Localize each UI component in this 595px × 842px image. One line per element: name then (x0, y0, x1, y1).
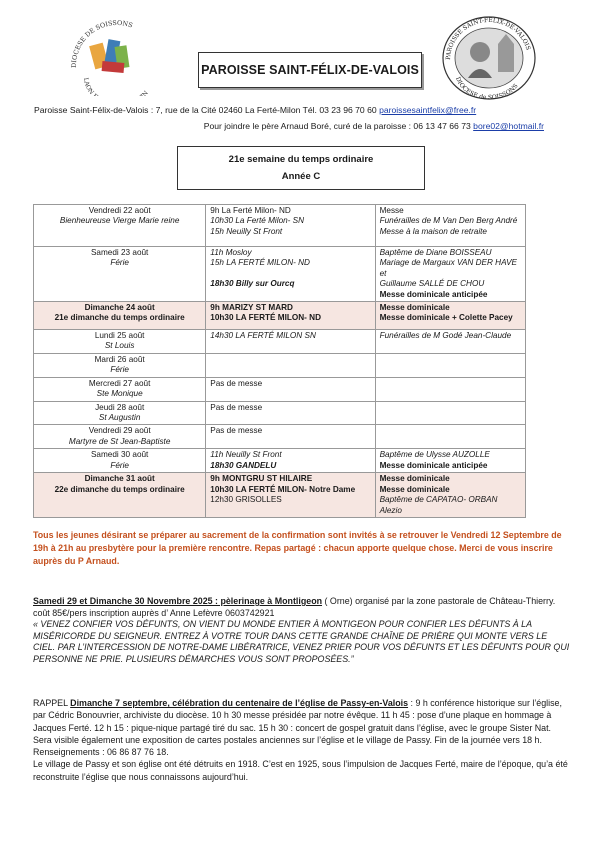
day-label: Vendredi 22 août (88, 206, 151, 215)
day-cell (34, 354, 206, 378)
time-place: Pas de messe (210, 402, 263, 412)
feast-label: Ste Monique (96, 389, 143, 399)
event-text: Messe dominicale (379, 474, 450, 484)
time-place: 9h MARIZY ST MARD (210, 303, 293, 313)
time-place: Pas de messe (210, 378, 263, 388)
contact-text: Pour joindre le père Arnaud Boré, curé de la paroisse : 06 13 47 66 73 (203, 121, 474, 131)
schedule-row (34, 377, 526, 401)
event-cell (375, 247, 525, 302)
event-text: Funérailles de M Van Den Berg André (379, 216, 518, 226)
feast-label: Férie (110, 460, 129, 470)
event-text: Funérailles de M Godé Jean-Claude (379, 331, 512, 341)
day-cell (34, 330, 206, 354)
diocese-logo (62, 16, 170, 96)
event-cell (375, 377, 525, 401)
event-text: Baptême de Ulysse AUZOLLE (379, 450, 490, 460)
pilgrimage-quote: « VENEZ CONFIER VOS DÉFUNTS, ON VIENT DU MONDE ENTIER À MONTIGEON POUR CONFIER LES DÉFUNTS À LA MISÉRICORDE DU SEIGNEUR. ENTREZ À VOTRE TOUR DANS CETTE GRANDE CHAÎNE DE PRIÈRE QUI MONTE VERS LE CIEL. PAR L’INTERCESSION DE NOTRE-DAME LIBÉRATRICE, VENEZ PRIER POUR VOS DÉFUNTS ET LES DÉFUNTS POUR QUI PERSONNE NE PRIE. PLUSIEURS DÉMARCHES VOUS SONT PROPOSÉES.” (33, 619, 570, 664)
day-cell (34, 302, 206, 330)
event-cell (375, 401, 525, 425)
confirmation-notice: Tous les jeunes désirant se préparer au sacrement de la confirmation sont invités à se retrouver le Vendredi 12 Septembre de 19h à 21h au presbytère pour la première rencontre. Repas partagé : chacun apporte quelque chose. Merci de vous inscrire auprès du P Arnaud. (33, 530, 562, 566)
day-cell (34, 205, 206, 247)
time-place: 10h30 La Ferté Milon- SN (210, 216, 305, 226)
time-place-cell (206, 425, 375, 449)
diocese-logo-top-text: DIOCESE DE SOISSONS (69, 18, 134, 69)
day-cell (34, 401, 206, 425)
schedule-row (34, 473, 526, 518)
week-year: Année C (281, 171, 321, 182)
event-cell (375, 205, 525, 247)
feast-label: St Louis (104, 341, 135, 351)
time-place: 15h Neuilly St Front (210, 226, 283, 236)
schedule-row (34, 302, 526, 330)
time-place-cell (206, 330, 375, 354)
day-label: Samedi 30 août (90, 450, 149, 460)
feast-label: St Augustin (98, 413, 141, 423)
contact-line (34, 121, 544, 131)
event-cell (375, 354, 525, 378)
event-text: Guillaume SALLÉ DE CHOU (379, 279, 485, 289)
feast-label: Bienheureuse Vierge Marie reine (59, 216, 180, 226)
time-place-cell (206, 377, 375, 401)
day-cell (34, 425, 206, 449)
event-cell (375, 330, 525, 354)
feast-label: Férie (110, 365, 129, 375)
time-place: 11h Neuilly St Front (210, 450, 282, 460)
centenary-prefix: RAPPEL (33, 698, 71, 708)
time-place: 10h30 LA FERTÉ MILON- Notre Dame (210, 484, 356, 494)
day-label: Samedi 23 août (90, 248, 149, 257)
centenary-heading: Dimanche 7 septembre, célébration du centenaire de l’église de Passy-en-Valois (70, 698, 409, 708)
day-cell (34, 247, 206, 302)
schedule-table (33, 204, 526, 518)
time-place: Pas de messe (210, 426, 263, 436)
centenary-section (33, 697, 571, 783)
schedule-row (34, 247, 526, 302)
pilgrimage-heading: Samedi 29 et Dimanche 30 Novembre 2025 : pèlerinage à Montligeon (33, 596, 323, 606)
time-place-cell (206, 449, 375, 473)
day-label: Mercredi 27 août (88, 378, 151, 388)
schedule-row (34, 354, 526, 378)
event-text: Messe à la maison de retraite (379, 226, 487, 236)
event-text: Messe (379, 206, 404, 215)
time-place-cell (206, 247, 375, 302)
diocese-logo-bottom-text: LAON N (81, 77, 150, 96)
schedule-row (34, 205, 526, 247)
day-label: Vendredi 29 août (88, 426, 151, 436)
time-place: 9h La Ferté Milon- ND (210, 206, 291, 215)
event-cell (375, 449, 525, 473)
day-label: Lundi 25 août (94, 331, 145, 341)
schedule-row (34, 449, 526, 473)
week-box (177, 146, 425, 190)
event-text: Messe dominicale (379, 303, 450, 313)
time-place: 9h MONTGRU ST HILAIRE (210, 474, 313, 484)
address-text: Paroisse Saint-Félix-de-Valois : 7, rue de la Cité 02460 La Ferté-Milon Tél. 03 23 96 70 60 (34, 105, 380, 115)
schedule-row (34, 401, 526, 425)
time-place: 14h30 LA FERTÉ MILON SN (210, 331, 316, 341)
event-text: Messe dominicale anticipée (379, 460, 488, 470)
parish-title-text: PAROISSE SAINT-FÉLIX-DE-VALOIS (201, 63, 419, 77)
day-label: Mardi 26 août (94, 355, 145, 365)
day-label: Dimanche 31 août (84, 474, 155, 484)
day-cell (34, 377, 206, 401)
feast-label: 22e dimanche du temps ordinaire (54, 484, 185, 494)
event-text: Messe dominicale anticipée (379, 289, 488, 299)
day-cell (34, 473, 206, 518)
time-place: 18h30 GANDELU (210, 460, 277, 470)
week-title: 21e semaine du temps ordinaire (228, 154, 374, 165)
parish-title (198, 52, 422, 88)
parish-seal-top-text: PAROISSE SAINT-FELIX-DE-VALOIS (444, 16, 532, 61)
priest-email-link[interactable]: bore02@hotmail.fr (473, 121, 544, 131)
pilgrimage-section (33, 596, 571, 665)
centenary-body: : 9 h conférence historique sur l’église, par Cédric Bonouvrier, archiviste du diocèse. 10 h 30 messe présidée par notre évêque. 11 h 45 : pose d’une plaque en hommage à Jacques Ferté. 12 h 15 : pique-nique partagé tiré du sac. 15 h 30 : concert de gospel gratuit dans l’église, avec le groupe Sister Nat. Sera visible également une exposition de cartes postales anciennes sur l’église et le village de Passy. Fin de la journée vers 18 h. Renseignements : 06 86 87 76 18. (33, 698, 562, 758)
event-cell (375, 302, 525, 330)
time-place: 15h LA FERTÉ MILON- ND (210, 258, 310, 268)
event-text: Baptême de CAPATAO- ORBAN Alezio (379, 495, 498, 515)
parish-email-link[interactable]: paroissesaintfelix@free.fr (379, 105, 477, 115)
address-line (34, 105, 574, 115)
time-place-cell (206, 302, 375, 330)
feast-label: Martyre de St Jean-Baptiste (68, 436, 171, 446)
event-text: Messe dominicale + Colette Pacey (379, 313, 513, 323)
centenary-history: Le village de Passy et son église ont été détruits en 1918. C’est en 1925, sous l’impulsion de Jacques Ferté, maire de l’époque, qu’a été reconstruite l’église que nous connaissons aujourd’hui. (33, 759, 568, 782)
time-place-cell (206, 205, 375, 247)
time-place: 10h30 LA FERTÉ MILON- ND (210, 313, 321, 323)
event-cell (375, 473, 525, 518)
time-place (210, 269, 370, 279)
event-text: Mariage de Margaux VAN DER HAVE et (379, 258, 518, 278)
day-cell (34, 449, 206, 473)
time-place: 11h Mosloy (210, 248, 252, 257)
parish-seal (440, 14, 538, 100)
day-label: Jeudi 28 août (95, 402, 145, 412)
parish-seal-bottom-text: DIOCESE de SOISSONS (454, 76, 520, 100)
feast-label: 21e dimanche du temps ordinaire (54, 313, 185, 323)
event-text: Baptême de Diane BOISSEAU (379, 248, 492, 257)
day-label: Dimanche 24 août (84, 303, 155, 313)
time-place-cell (206, 354, 375, 378)
time-place: 12h30 GRISOLLES (210, 495, 282, 505)
event-cell (375, 425, 525, 449)
event-text: Messe dominicale (379, 484, 450, 494)
pilgrimage-intro: ( Orne) organisé par la zone pastorale de Château-Thierry. coût 85€/pers inscription auprès d’ Anne Lefèvre 0603742921 (33, 596, 556, 618)
schedule-row (34, 330, 526, 354)
time-place: 18h30 Billy sur Ourcq (210, 279, 295, 289)
feast-label: Férie (110, 258, 129, 268)
schedule-row (34, 425, 526, 449)
svg-text:LAON ET SAINT-QUENTIN (82, 77, 150, 96)
time-place-cell (206, 401, 375, 425)
time-place-cell (206, 473, 375, 518)
